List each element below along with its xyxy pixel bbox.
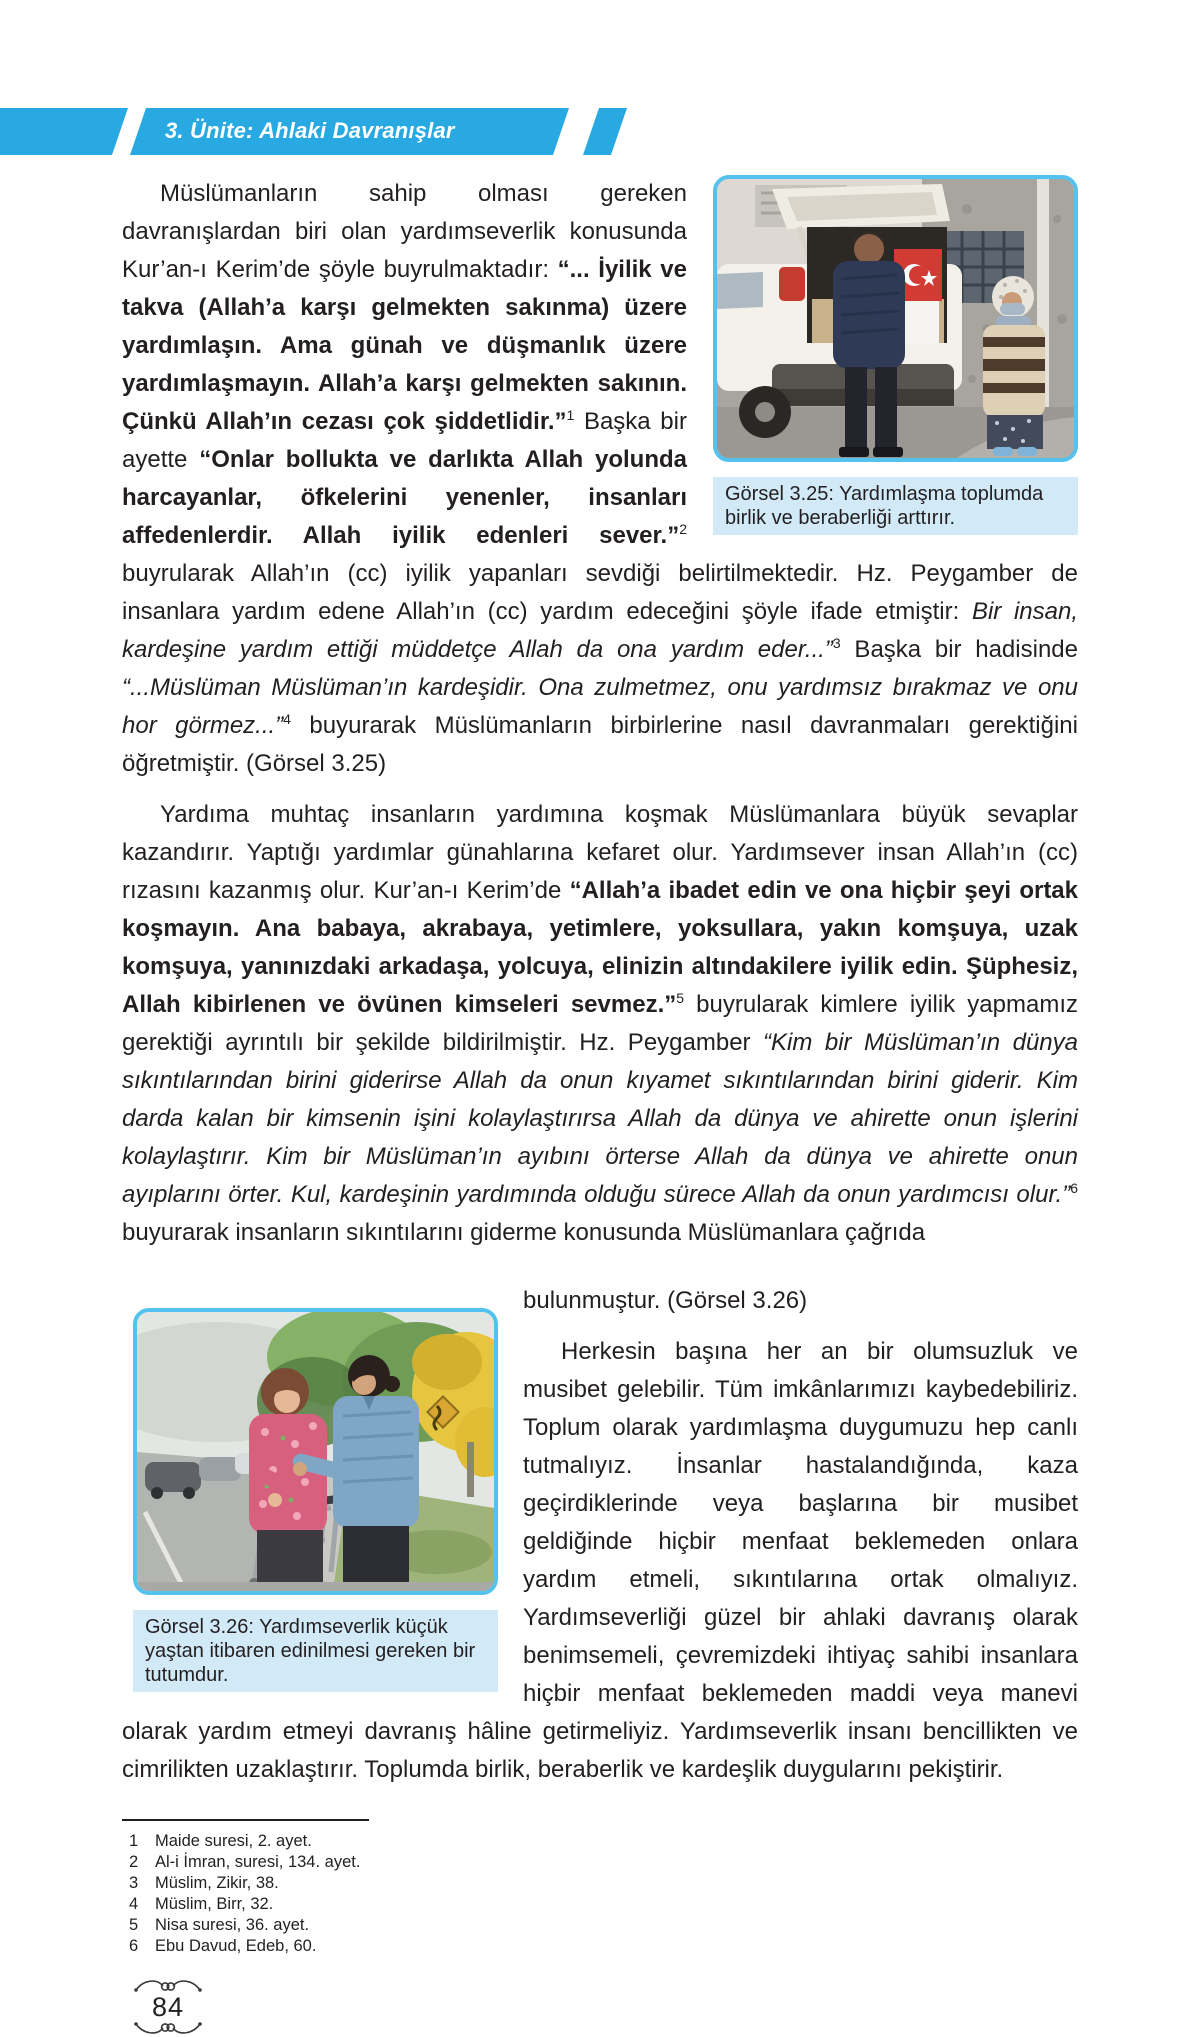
text-run: buyurarak insanların sıkıntılarını giderme konusunda Müslümanlara çağrıda (122, 1219, 926, 1246)
text-run: “...Müslüman Müslüman’ın kardeşidir. Ona zulmetmez, onu yardımsız bırakmaz ve onu hor görmez...” (122, 674, 1078, 739)
text-run: “Kim bir Müslüman’ın dünya sıkıntılarından birini giderirse Allah da onun kıyamet sıkıntılarından birini giderir. Kim darda kalan bir kimsenin işini kolaylaştırırsa Allah da dünya ve ahirette onun işlerini kolaylaştırır. Kim bir Müslüman’ın ayıbını örterse Allah da dünya ve ahirette onun ayıplarını örter. Kul, kardeşinin yardımında olduğu sürece Allah da onun yardımcısı olur.” (122, 1029, 1078, 1208)
text-run: Herkesin başına her an bir olumsuzluk ve musibet gelebilir. Tüm imkânlarımızı kaybedebiliriz. Toplum olarak yardımlaşma duygumuzu hep canlı tutmalıyız. İnsanlar hastalandığında, kaza geçirdiklerinde veya başlarına bir musibet geldiğinde hiçbir menfaat beklemeden onlara yardım etmeli, sıkıntılarına ortak olmalıyız. Yardımseverliği güzel bir ahlaki davranış olarak benimsemeli, çevremizdeki ihtiyaç sahibi insanlara hiçbir menfaat beklemeden maddi veya manevi olarak yardım etmeyi davranış hâline getirmeliyiz. Yardımseverlik insanı bencillikten ve cimrilikten uzaklaştırır. Toplumda birlik, beraberlik ve kardeşlik duygularını pekiştirir. (122, 1338, 1078, 1783)
figure-3-26-caption: Görsel 3.26: Yardımseverlik küçük yaştan itibaren edinilmesi gereken bir tutumdur. (133, 1610, 498, 1692)
text-run: 5 (676, 990, 685, 1006)
photo-aid-delivery-illustration (717, 179, 1074, 458)
footnote-number: 1 (129, 1832, 139, 1850)
footnote-text: Maide suresi, 2. ayet. (155, 1832, 312, 1850)
text-run: 3 (832, 635, 841, 651)
page-content (0, 154, 1181, 2037)
text-run: 6 (1070, 1180, 1078, 1196)
photo-aid-delivery (713, 175, 1078, 462)
footnote-text: Ebu Davud, Edeb, 60. (155, 1937, 317, 1955)
footnote-text: Al-i İmran, suresi, 134. ayet. (155, 1853, 361, 1871)
figure-3-26 (133, 1308, 498, 1692)
footnote-text: Nisa suresi, 36. ayet. (155, 1916, 310, 1934)
footnote-number: 3 (129, 1874, 139, 1892)
figure-3-25 (713, 175, 1078, 535)
footnote-item (122, 1915, 1078, 1936)
paragraph-2 (122, 796, 1078, 1252)
footnote-number: 6 (129, 1937, 139, 1955)
text-run: 2 (679, 521, 687, 537)
text-run: 4 (283, 711, 291, 727)
footnote-item (122, 1894, 1078, 1915)
footnote-item (122, 1831, 1078, 1852)
page-number-block (130, 1977, 206, 2037)
text-run: buyurarak Müslümanların birbirlerine nasıl davranmaları gerektiğini öğretmiştir. (Görsel 3.25) (122, 712, 1078, 777)
text-run: 1 (566, 407, 575, 423)
unit-title: 3. Ünite: Ahlaki Davranışlar (165, 118, 455, 143)
footnote-list (122, 1831, 1078, 1957)
photo-helping-elderly-illustration (137, 1312, 494, 1591)
footnote-item (122, 1873, 1078, 1894)
footnote-text: Müslim, Birr, 32. (155, 1895, 274, 1913)
text-run: Müslümanların sahip olması gereken davranışlardan biri olan yardımseverlik konusunda Kur’an-ı Kerim’de şöyle buyrulmaktadır: (122, 180, 687, 283)
footnote-number: 4 (129, 1895, 139, 1913)
footnotes-section (122, 1819, 1078, 1957)
text-run: bulunmuştur. (Görsel 3.26) (523, 1287, 808, 1314)
footnote-divider (122, 1819, 369, 1821)
text-run: “Allah’a ibadet edin ve ona hiçbir şeyi ortak koşmayın. Ana babaya, akrabaya, yetimlere, yoksullara, yakın komşuya, uzak komşuya, yanınızdaki arkadaşa, yolcuya, elinizin altındakilere iyilik edin. Şüphesiz, Allah kibirlenen ve övünen kimseleri sevmez.” (122, 877, 1079, 1018)
footnote-text: Müslim, Zikir, 38. (155, 1874, 279, 1892)
flourish-bottom-icon (132, 2020, 204, 2037)
footnote-item (122, 1852, 1078, 1873)
page-number: 84 (151, 1992, 185, 2022)
footnote-number: 5 (129, 1916, 139, 1934)
text-run: buyrularak Allah’ın (cc) iyilik yapanları sevdiği belirtilmektedir. Hz. Peygamber de insanlara yardım edene Allah’ın (cc) yardım edeceğini şöyle ifade etmiştir: (122, 560, 1078, 625)
text-run: “... İyilik ve takva (Allah’a karşı gelmekten sakınma) üzere yardımlaşın. Ama günah ve düşmanlık üzere yardımlaşmayın. Allah’a karşı gelmekten sakının. Çünkü Allah’ın cezası çok şiddetlidir.” (122, 256, 687, 435)
text-run: Başka bir ayette (122, 408, 687, 473)
figure-3-25-caption: Görsel 3.25: Yardımlaşma toplumda birlik ve beraberliği arttırır. (713, 477, 1078, 535)
text-run: Başka bir hadisinde (840, 636, 1078, 663)
text-run: buyrularak kimlere iyilik yapmamız gerektiği ayrıntılı bir şekilde bildirilmiştir. Hz. Peygamber (122, 991, 1078, 1056)
text-run: Bir insan, kardeşine yardım ettiği müddetçe Allah da ona yardım eder...” (122, 598, 1079, 663)
footnote-item (122, 1936, 1078, 1957)
text-run: Yardıma muhtaç insanların yardımına koşmak Müslümanlara büyük sevaplar kazandırır. Yaptığı yardımlar günahlarına kefaret olur. Yardımsever insan Allah’ın (cc) rızasını kazanmış olur. Kur’an-ı Kerim’de (122, 801, 1078, 904)
flourish-top-icon (132, 1977, 204, 1994)
text-run: “Onlar bollukta ve darlıkta Allah yolunda harcayanlar, öfkelerini yenenler, insanları affedenlerdir. Allah iyilik edenleri sever.” (122, 446, 688, 549)
photo-helping-elderly (133, 1308, 498, 1595)
footnote-number: 2 (129, 1853, 139, 1871)
